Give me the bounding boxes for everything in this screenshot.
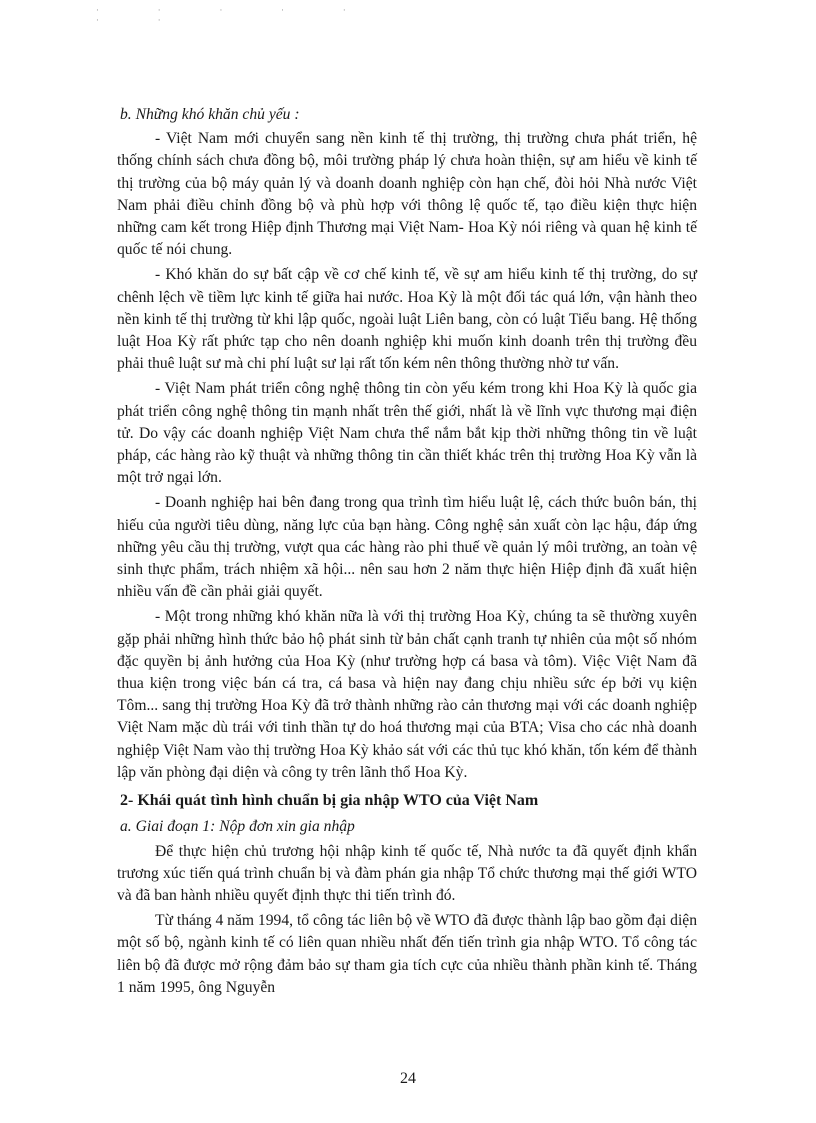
document-page (117, 104, 697, 1002)
subsection-b-title: b. Những khó khăn chủ yếu : (120, 106, 300, 123)
paragraph-a-1: Để thực hiện chủ trương hội nhập kinh tế quốc tế, Nhà nước ta đã quyết định khẩn trương xúc tiến quá trình chuẩn bị và đàm phán gia nhập Tổ chức thương mại thế giới WTO và đã ban hành nhiều quyết định thực thi tiến trình đó. (117, 842, 697, 904)
paragraph-b-5: - Một trong những khó khăn nữa là với thị trường Hoa Kỳ, chúng ta sẽ thường xuyên gặp phải những hình thức bảo hộ phát sinh từ bản chất cạnh tranh tự nhiên của một số nhóm đặc quyền bị ảnh hưởng của Hoa Kỳ (như trường hợp cá basa và tôm). Việc Việt Nam đã thua kiện trong việc bán cá tra, cá basa và hiện nay đang chịu nhiều sức ép bởi vụ kiện Tôm... sang thị trường Hoa Kỳ đã trở thành những rào cản thương mại với các doanh nghiệp Việt Nam mặc dù trái với tinh thần tự do hoá thương mại của BTA; Visa cho các nhà doanh nghiệp Việt Nam vào thị trường Hoa Kỳ khảo sát với các thủ tục khó khăn, tốn kém để thành lập văn phòng đại diện và công ty trên lãnh thổ Hoa Kỳ. (117, 608, 697, 781)
paragraph-b-3: - Việt Nam phát triển công nghệ thông tin còn yếu kém trong khi Hoa Kỳ là quốc gia phát triển công nghệ thông tin mạnh nhất trên thế giới, nhất là về lĩnh vực thương mại điện tử. Do vậy các doanh nghiệp Việt Nam chưa thể nắm bắt kịp thời những thông tin về luật pháp, các hàng rào kỹ thuật và những thông tin cần thiết khác trên thị trường Hoa Kỳ vẫn là một trở ngại lớn. (117, 380, 697, 487)
subsection-a-title: a. Giai đoạn 1: Nộp đơn xin gia nhập (120, 818, 355, 836)
scan-speck-marks: · · · · · · · (96, 6, 374, 26)
paragraph-b-2: - Khó khăn do sự bất cập về cơ chế kinh tế, về sự am hiểu kinh tế thị trường, do sự chênh lệch về tiềm lực kinh tế giữa hai nước. Hoa Kỳ là một đối tác quá lớn, vận hành theo nền kinh tế thị trường từ khi lập quốc, ngoài luật Liên bang, còn có luật Tiểu bang. Hệ thống luật Hoa Kỳ rất phức tạp cho nên doanh nghiệp khi muốn kinh doanh trên thị trường đều phải thuê luật sư mà chi phí luật sư lại rất tốn kém nên thông thường nhờ tư vấn. (117, 266, 697, 373)
page-number: 24 (400, 1070, 416, 1087)
section-2-title: 2- Khái quát tình hình chuẩn bị gia nhập WTO của Việt Nam (120, 792, 539, 810)
paragraph-a-2: Từ tháng 4 năm 1994, tổ công tác liên bộ về WTO đã được thành lập bao gồm đại diện một số bộ, ngành kinh tế có liên quan nhiều nhất đến tiến trình gia nhập WTO. Tổ công tác liên bộ đã được mở rộng đảm bảo sự tham gia tích cực của nhiều thành phần kinh tế. Tháng 1 năm 1995, ông Nguyễn (117, 912, 697, 996)
paragraph-b-4: - Doanh nghiệp hai bên đang trong qua trình tìm hiểu luật lệ, cách thức buôn bán, thị hiếu của người tiêu dùng, năng lực của bạn hàng. Công nghệ sản xuất còn lạc hậu, đáp ứng những yêu cầu thị trường, vượt qua các hàng rào phi thuế về quản lý môi trường, an toàn vệ sinh thực phẩm, trách nhiệm xã hội... nên sau hơn 2 năm thực hiện Hiệp định đã xuất hiện nhiều vấn đề cần phải giải quyết. (117, 494, 697, 601)
paragraph-b-1: - Việt Nam mới chuyển sang nền kinh tế thị trường, thị trường chưa phát triển, hệ thống chính sách chưa đồng bộ, môi trường pháp lý chưa hoàn thiện, sự am hiểu về kinh tế thị trường của bộ máy quản lý và doanh doanh nghiệp còn hạn chế, đòi hỏi Nhà nước Việt Nam phải điều chỉnh đồng bộ và phù hợp với thông lệ quốc tế, tạo điều kiện thực hiện những cam kết trong Hiệp định Thương mại Việt Nam- Hoa Kỳ nói riêng và quan hệ kinh tế quốc tế nói chung. (117, 130, 697, 259)
